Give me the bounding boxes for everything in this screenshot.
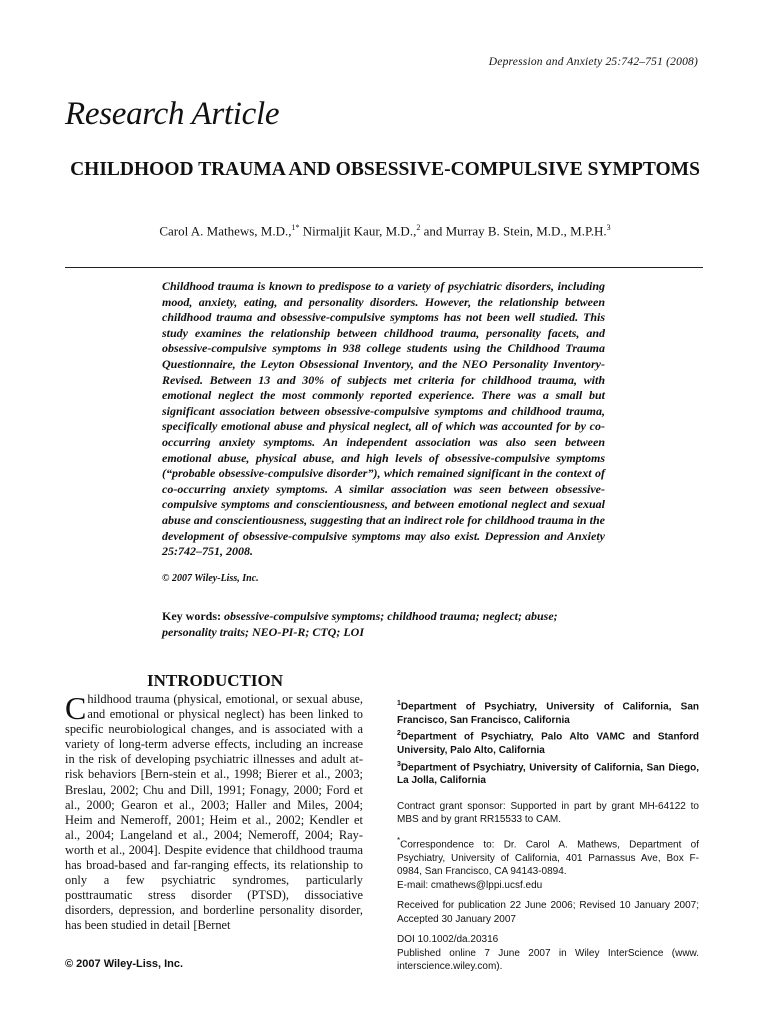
grant-note: Contract grant sponsor: Supported in part by grant MH-64122 to MBS and by grant RR15533 to CAM. [397,800,699,826]
article-title: CHILDHOOD TRAUMA AND OBSESSIVE-COMPULSIVE SYMPTOMS [70,159,700,180]
footer-copyright: © 2007 Wiley-Liss, Inc. [65,958,184,970]
affiliation-3-text: Department of Psychiatry, University of California, San Diego, La Jolla, California [397,761,699,787]
abstract-copyright: © 2007 Wiley-Liss, Inc. [162,573,259,584]
abstract-text: Childhood trauma is known to predispose to a variety of psychiatric disorders, including mood, anxiety, eating, and personality disorders. However, the relationship between childhood trauma and obsessive-compulsive symptoms has not been well studied. This study examines the relationship between childhood trauma, personality facets, and obsessive-compulsive symptoms in 938 college students using the Childhood Trauma Questionnaire, the Leyton Obsessional Inventory, and the NEO Personality Inventory-Revised. Between 13 and 30% of subjects met criteria for childhood trauma, with emotional neglect the most commonly reported experience. There was a small but significant association between obsessive-compulsive symptoms and childhood trauma, specifically emotional abuse and physical neglect, all of which was accounted for by co-occurring anxiety symptoms. An independent association was also seen between emotional abuse, physical abuse, and high levels of obsessive-compulsive symptoms (“probable obsessive-compulsive disorder”), which remained significant in the context of co-occurring anxiety symptoms. A similar association was seen between obsessive-compulsive symptoms and conscientiousness, and between emotional neglect and sexual abuse and conscientiousness, suggesting that an indirect role for childhood trauma in the development of obsessive-compulsive symptoms may also exist. Depression and Anxiety 25:742–751, 2008. [162,279,605,559]
correspondence-text: Correspondence to: Dr. Carol A. Mathews, Department of Psychiatry, University of California, 401 Parnassus Ave, Box F-0984, San Francisco, CA 94143-0894. [397,839,699,878]
author-3: and Murray B. Stein, M.D., M.P.H. [420,223,607,239]
affiliation-1-sup: 1 [397,700,401,707]
affiliation-1 [397,697,699,727]
author-list [65,223,705,239]
affiliation-2-sup: 2 [397,730,401,738]
introduction-body [65,692,363,934]
author-1-sup: 1* [291,223,300,232]
affiliation-2-text: Department of Psychiatry, Palo Alto VAMC and Stanford University, Palo Alto, California [397,731,699,757]
affiliation-3 [397,758,699,788]
received-dates: Received for publication 22 June 2006; Revised 10 January 2007; Accepted 30 January 2007 [397,900,699,925]
keywords-label: Key words: [162,609,224,623]
author-2: Nirmaljit Kaur, M.D., [299,223,417,239]
introduction-text: hildhood trauma (physical, emotional, or sexual abuse, and emotional or physical neglect) has been linked to specific neurobiological changes, and is associated with a variety of long-term adverse effects, including an increase in the risk of developing psychiatric illnesses and adult at-risk behaviors [Bern-stein et al., 1998; Bierer et al., 2003; Breslau, 2002; Chu and Dill, 1991; Fonagy, 2000; Ford et al., 2000; Gearon et al., 2003; Haller and Miles, 2004; Heim and Nemeroff, 2001; Heim et al., 2002; Kendler et al., 2004; Langeland et al., 2004; Nemeroff, 2004; Ray-worth et al., 2004]. Despite evidence that childhood trauma has broad-based and far-ranging effects, its relationship to only a few psychiatric syndromes, particularly posttraumatic stress disorder (PTSD), dissociative disorders, depression, and borderline personality disorder, has been studied in detail [Bernet [65,692,363,933]
author-1: Carol A. Mathews, M.D., [159,223,292,239]
correspondence-sup: * [397,835,401,845]
section-label: Research Article [65,96,280,132]
correspondence-note [397,834,699,879]
journal-citation: Depression and Anxiety 25:742–751 (2008) [488,56,698,68]
affiliation-3-sup: 3 [397,760,401,768]
published-online: Published online 7 June 2007 in Wiley InterScience (www. interscience.wiley.com). [397,947,699,973]
drop-cap: C [65,690,87,726]
introduction-heading: INTRODUCTION [146,671,284,690]
doi[interactable]: DOI 10.1002/da.20316 [397,934,499,946]
article-notes [397,697,699,974]
correspondence-email[interactable]: E-mail: cmathews@lppi.ucsf.edu [397,879,543,891]
affiliation-1-text: Department of Psychiatry, University of California, San Francisco, San Francisco, California [397,701,699,726]
keywords [162,609,605,640]
header-divider [65,267,703,268]
affiliation-2 [397,727,699,757]
author-2-sup: 2 [416,223,421,232]
author-3-sup: 3 [606,223,611,232]
keywords-values: obsessive-compulsive symptoms; childhood trauma; neglect; abuse; personality traits; NEO-PI-R; CTQ; LOI [162,609,558,639]
